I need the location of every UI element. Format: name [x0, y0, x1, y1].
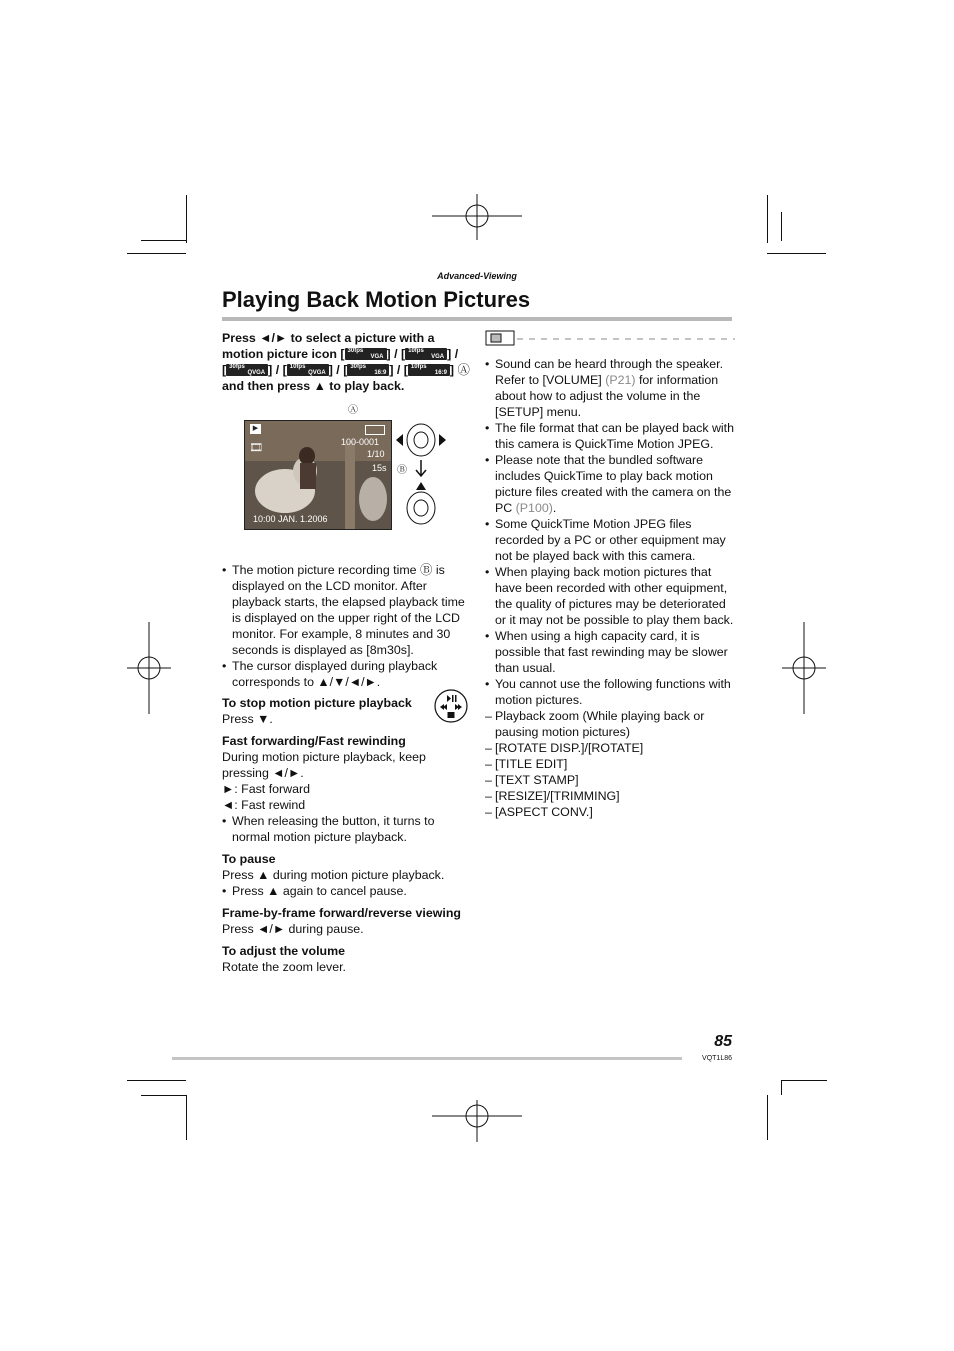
motion-10fps-vga-icon: 10fps VGA — [405, 348, 447, 360]
ff-forward: ►: Fast forward — [222, 782, 311, 796]
separator: ] / [ — [328, 363, 348, 377]
frame-heading: Frame-by-frame forward/reverse viewing — [222, 906, 461, 920]
left-bullet-1: • The motion picture recording time Ⓑ is displayed on the LCD monitor. After playback starts, the elapsed playback time is displayed on the upper right of the LCD monitor. For example, 8 minutes and 30 seconds is displayed as [8m30s]. — [222, 562, 470, 658]
motion-30fps-vga-icon: 30fps VGA — [345, 348, 387, 360]
note-6: • When using a high capacity card, it is possible that fast rewinding may be slower than usual. — [485, 628, 735, 676]
playback-controls-icon — [434, 689, 468, 723]
crop-mark — [767, 195, 768, 243]
memo-icon — [485, 330, 735, 346]
volume-heading: To adjust the volume — [222, 944, 345, 958]
registration-mark-icon — [782, 622, 826, 714]
note-7: • You cannot use the following functions with motion pictures. — [485, 676, 735, 708]
note-3: • Please note that the bundled software includes QuickTime to play back motion picture files created with the camera on the PC (P100). — [485, 452, 735, 516]
crop-mark — [781, 1080, 827, 1081]
ff-heading: Fast forwarding/Fast rewinding — [222, 734, 406, 748]
motion-10fps-169-icon: 10fps 16:9 — [408, 364, 450, 376]
pause-heading: To pause — [222, 852, 276, 866]
section-tag: Advanced-Viewing — [437, 271, 517, 281]
crop-mark — [186, 1095, 187, 1140]
ff-bullet: • When releasing the button, it turns to normal motion picture playback. — [222, 813, 470, 845]
page-title: Playing Back Motion Pictures — [222, 287, 531, 312]
footer-rule — [172, 1057, 682, 1060]
p100-link[interactable]: (P100) — [515, 501, 553, 515]
stop-heading: To stop motion picture playback — [222, 696, 412, 710]
motion-30fps-qvga-icon: 30fps QVGA — [226, 364, 268, 376]
crop-mark — [781, 212, 782, 241]
stop-section — [222, 695, 470, 727]
restriction-item: – Playback zoom (While playing back or pausing motion pictures) — [485, 708, 735, 740]
restriction-item: – [ASPECT CONV.] — [485, 804, 735, 820]
crop-mark — [127, 253, 186, 254]
note-1: • Sound can be heard through the speaker. Refer to [VOLUME] (P21) for information about how to adjust the volume in the [SETUP] menu. — [485, 356, 735, 420]
ff-text: During motion picture playback, keep pressing ◄/►. — [222, 750, 426, 780]
recording-time: 15s — [372, 463, 387, 473]
registration-mark-icon — [127, 622, 171, 714]
intro-instruction: Press ◄/► to select a picture with a motion picture icon [ 30fps VGA ] / [ 10fps VGA ] / [ 30fps QVGA ] / [ 10fps QVGA ] / [ 30fps 16:9 ] / [ 10fps 16:9 ] Ⓐ and then press ▲ to play back. — [222, 331, 470, 393]
pause-text: Press ▲ during motion picture playback. — [222, 868, 445, 882]
pause-bullet: • Press ▲ again to cancel pause. — [222, 883, 470, 899]
registration-mark-icon — [430, 194, 524, 240]
crop-mark — [767, 1095, 768, 1140]
registration-mark-icon — [430, 1100, 524, 1142]
crop-mark — [141, 240, 186, 241]
note-2: • The file format that can be played back with this camera is QuickTime Motion JPEG. — [485, 420, 735, 452]
intro-line-4: and then press ▲ to play back. — [222, 379, 405, 393]
crop-mark — [141, 1095, 186, 1096]
motion-30fps-169-icon: 30fps 16:9 — [347, 364, 389, 376]
frame-text: Press ◄/► during pause. — [222, 922, 364, 936]
lcd-screen-image — [244, 420, 392, 530]
date-time: 10:00 JAN. 1.2006 — [253, 514, 328, 524]
title-underline — [222, 317, 732, 321]
crop-mark — [127, 1080, 186, 1081]
motion-picture-icon: 🎞 — [249, 442, 263, 454]
p21-link[interactable]: (P21) — [605, 373, 636, 387]
ff-rewind: ◄: Fast rewind — [222, 798, 306, 812]
intro-line-1: Press ◄/► to select a picture with a — [222, 331, 435, 345]
note-5: • When playing back motion pictures that have been recorded with other equipment, the quality of pictures may be deteriorated or it may not be possible to play them back. — [485, 564, 735, 628]
picture-count: 1/10 — [367, 449, 385, 459]
volume-text: Rotate the zoom lever. — [222, 960, 346, 974]
restriction-item: – [TEXT STAMP] — [485, 772, 735, 788]
left-bullet-2: • The cursor displayed during playback corresponds to ▲/▼/◄/►. — [222, 658, 470, 690]
restriction-item: – [RESIZE]/[TRIMMING] — [485, 788, 735, 804]
notes-header — [485, 330, 735, 346]
crop-mark — [767, 253, 826, 254]
marker-a: Ⓐ — [457, 363, 470, 377]
playback-mode-icon: ▶ — [250, 424, 261, 434]
crop-mark — [781, 1080, 782, 1095]
cursor-button-diagram — [394, 420, 448, 530]
battery-icon — [365, 425, 385, 435]
separator: ] / [ — [389, 363, 408, 377]
document-code: VQT1L86 — [702, 1055, 732, 1062]
notes-column — [485, 330, 735, 820]
note-4: • Some QuickTime Motion JPEG files recorded by a PC or other equipment may not be played back with this camera. — [485, 516, 735, 564]
restriction-item: – [TITLE EDIT] — [485, 756, 735, 772]
intro-line-2: motion picture icon [ — [222, 347, 345, 361]
page-number: 85 — [714, 1033, 732, 1050]
marker-a: Ⓐ — [348, 405, 358, 416]
separator: ] / [ — [386, 347, 406, 361]
file-number: 100-0001 — [341, 437, 380, 447]
crop-mark — [186, 195, 187, 243]
restriction-item: – [ROTATE DISP.]/[ROTATE] — [485, 740, 735, 756]
stop-text: Press ▼. — [222, 712, 273, 726]
marker-b: Ⓑ — [397, 465, 407, 476]
motion-10fps-qvga-icon: 10fps QVGA — [287, 364, 329, 376]
separator: ] / [ — [268, 363, 287, 377]
